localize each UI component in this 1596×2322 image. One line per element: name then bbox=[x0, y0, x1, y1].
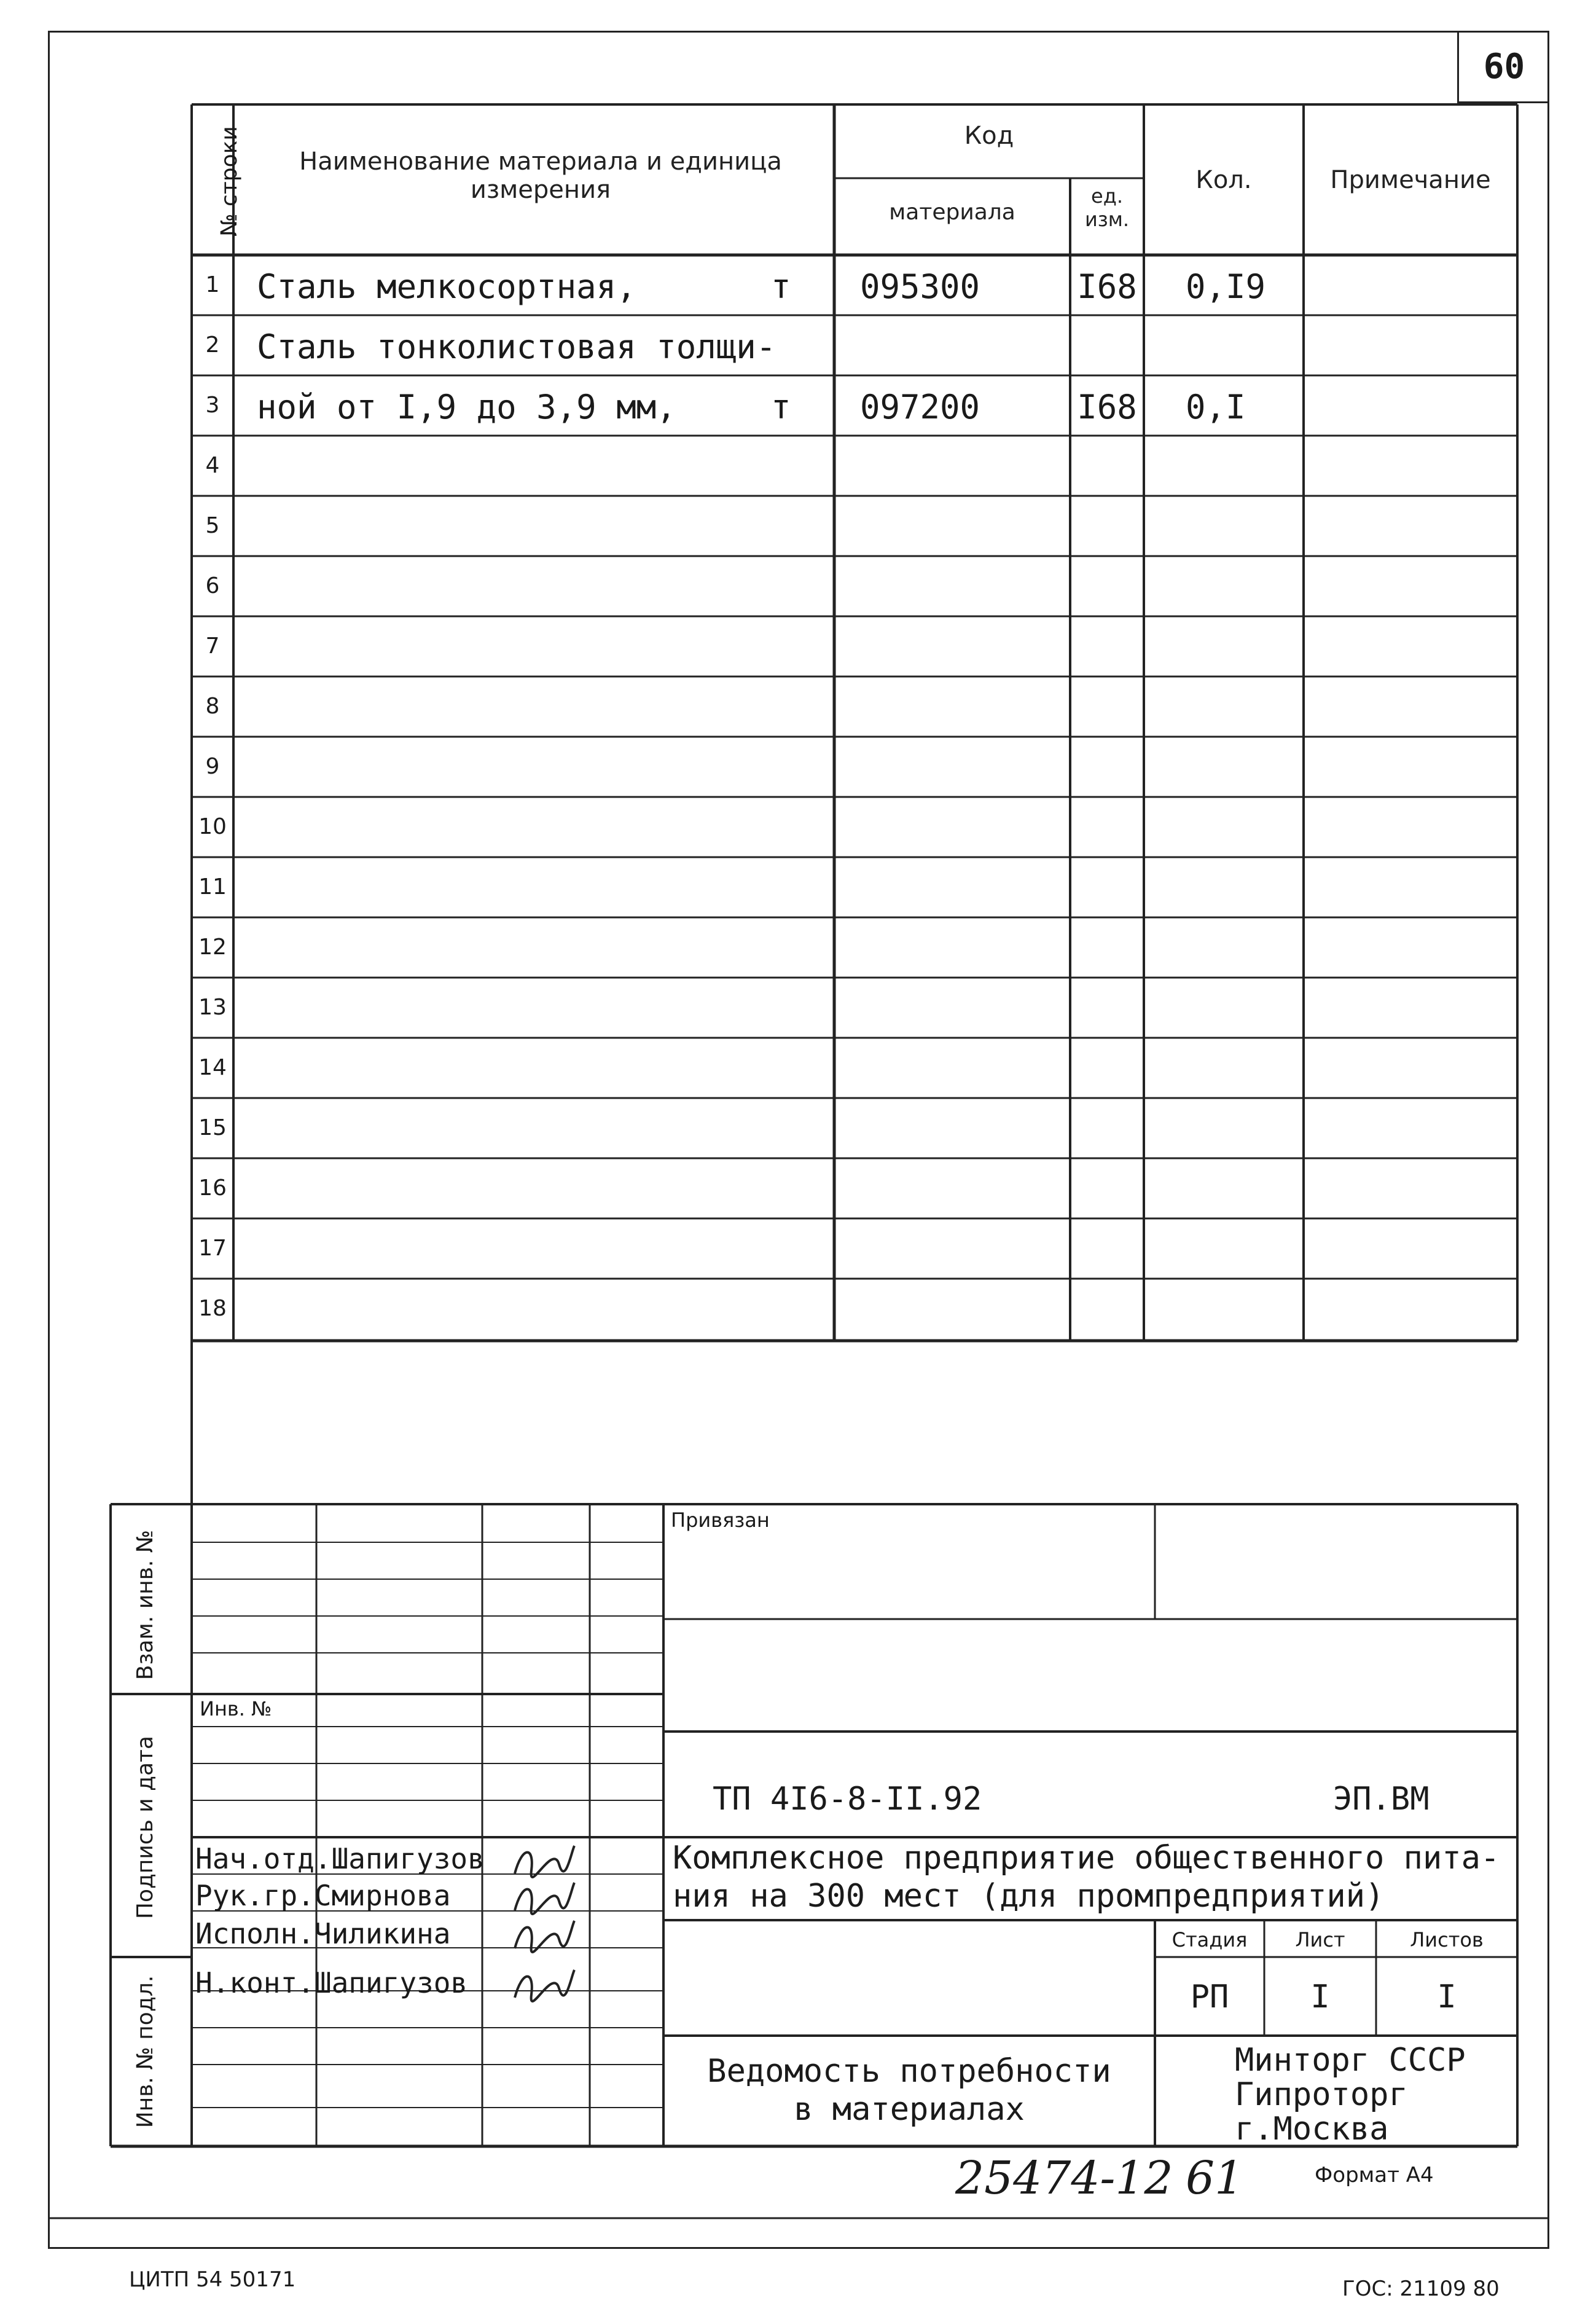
signer-role: Исполн. bbox=[195, 1917, 315, 1950]
sheets-value: I bbox=[1437, 1979, 1457, 2015]
header-note: Примечание bbox=[1330, 166, 1491, 194]
unit-code: I68 bbox=[1077, 388, 1137, 426]
doc-code: ТП 4I6-8-II.92 bbox=[713, 1781, 982, 1818]
row-number: 10 bbox=[198, 814, 227, 839]
row-number: 3 bbox=[205, 393, 220, 418]
material-name: ной от I,9 до 3,9 мм, bbox=[257, 388, 676, 426]
signer-role: Нач.отд. bbox=[195, 1842, 332, 1875]
material-unit: т bbox=[771, 388, 791, 426]
stage-value: РП bbox=[1190, 1979, 1229, 2015]
printer-code: ЦИТП 54 50171 bbox=[129, 2267, 296, 2292]
sheet-value: I bbox=[1310, 1979, 1330, 2015]
label-podpis-data: Подпись и дата bbox=[133, 1735, 158, 1920]
row-number: 16 bbox=[198, 1175, 227, 1201]
header-name: Наименование материала и единица измерения bbox=[299, 147, 782, 204]
row-number: 12 bbox=[198, 935, 227, 960]
signer-name: Смирнова bbox=[314, 1879, 451, 1912]
row-number: 14 bbox=[198, 1055, 227, 1080]
header-qty: Кол. bbox=[1195, 166, 1252, 194]
quantity: 0,I bbox=[1186, 388, 1246, 426]
quantity: 0,I9 bbox=[1186, 267, 1266, 306]
document-title-line-2: в материалах bbox=[794, 2091, 1025, 2128]
material-code: 095300 bbox=[860, 267, 980, 306]
organization-line-2: Гипроторг bbox=[1235, 2076, 1408, 2113]
unit-code: I68 bbox=[1077, 267, 1137, 306]
material-code: 097200 bbox=[860, 388, 980, 426]
format-label: Формат А4 bbox=[1315, 2163, 1434, 2187]
inv-no-label: Инв. № bbox=[200, 1697, 272, 1720]
signer-name: Чиликина bbox=[314, 1917, 451, 1950]
header-row-no: № строки bbox=[217, 126, 242, 237]
row-number: 13 bbox=[198, 995, 227, 1020]
row-number: 2 bbox=[205, 332, 220, 358]
material-name: Сталь мелкосортная, bbox=[257, 267, 636, 306]
project-name-line-1: Комплексное предприятие общественного пита- bbox=[673, 1840, 1500, 1877]
sheet-number: 60 bbox=[1457, 31, 1549, 103]
header-code-unit: ед. изм. bbox=[1084, 184, 1130, 231]
signature-row bbox=[195, 1842, 485, 1875]
handwritten-page: 61 bbox=[1186, 2152, 1244, 2205]
signer-role: Рук.гр. bbox=[195, 1879, 315, 1912]
organization-line-3: г.Москва bbox=[1235, 2111, 1389, 2147]
signature-scribble bbox=[510, 1915, 577, 1958]
row-number: 9 bbox=[205, 754, 220, 779]
signature-row bbox=[195, 1917, 450, 1950]
row-number: 8 bbox=[205, 694, 220, 719]
row-number: 18 bbox=[198, 1296, 227, 1321]
organization bbox=[1235, 2043, 1466, 2146]
sheets-label: Листов bbox=[1410, 1928, 1484, 1951]
header-code-material: материала bbox=[889, 200, 1015, 225]
signer-role: Н.конт. bbox=[195, 1966, 315, 1999]
handwritten-number: 25474-12 bbox=[955, 2152, 1173, 2205]
signature-row bbox=[195, 1879, 450, 1912]
material-unit: т bbox=[771, 267, 791, 306]
row-number: 4 bbox=[205, 453, 220, 478]
row-number: 11 bbox=[198, 874, 227, 900]
document-title bbox=[663, 2052, 1155, 2128]
gost-code: ГОС: 21109 80 bbox=[1342, 2277, 1500, 2301]
organization-line-1: Минторг СССР bbox=[1235, 2042, 1466, 2079]
label-inv-podl: Инв. № подл. bbox=[133, 1975, 158, 2128]
project-name-line-2: ния на 300 мест (для промпредприятий) bbox=[673, 1878, 1385, 1915]
stage-label: Стадия bbox=[1172, 1928, 1248, 1951]
signature-scribble bbox=[510, 1964, 577, 2007]
sheet-label: Лист bbox=[1295, 1928, 1345, 1951]
signer-name: Шапигузов bbox=[314, 1966, 468, 1999]
document-title-line-1: Ведомость потребности bbox=[707, 2053, 1111, 2090]
row-number: 6 bbox=[205, 573, 220, 598]
header-code: Код bbox=[964, 122, 1014, 150]
signature-scribble bbox=[510, 1877, 577, 1920]
material-name: Сталь тонколистовая толщи- bbox=[257, 328, 776, 366]
row-number: 5 bbox=[205, 513, 220, 538]
signer-name: Шапигузов bbox=[331, 1842, 485, 1875]
project-name bbox=[673, 1839, 1500, 1915]
privyazan-label: Привязан bbox=[671, 1508, 770, 1532]
row-number: 15 bbox=[198, 1115, 227, 1140]
doc-mark: ЭП.ВМ bbox=[1333, 1781, 1430, 1818]
row-number: 1 bbox=[205, 272, 220, 297]
signature-row bbox=[195, 1966, 467, 1999]
row-number: 17 bbox=[198, 1236, 227, 1261]
label-vzam-inv: Взам. инв. № bbox=[133, 1529, 158, 1681]
row-number: 7 bbox=[205, 633, 220, 659]
